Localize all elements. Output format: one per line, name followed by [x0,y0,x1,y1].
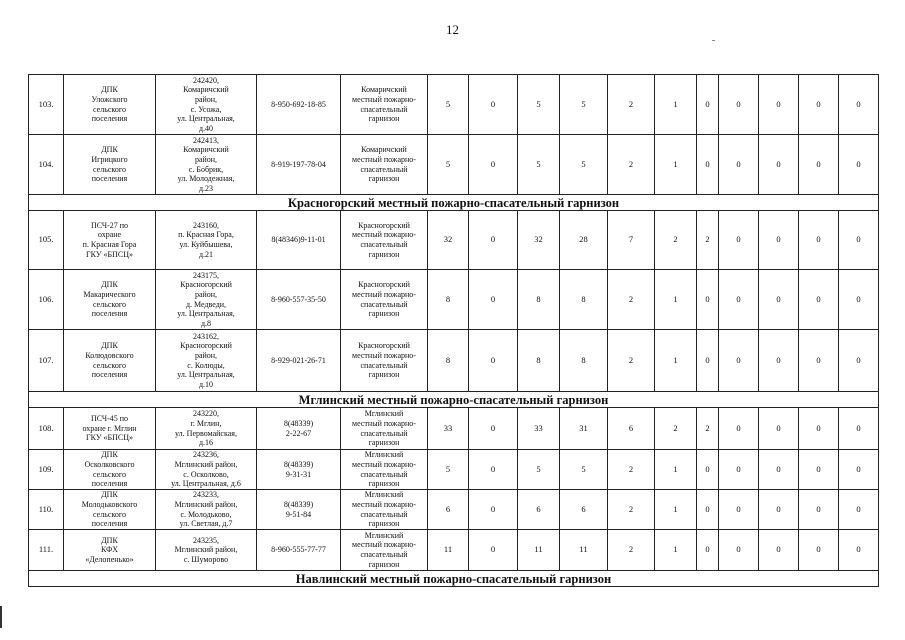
value-cell: 5 [428,450,469,490]
table-row [29,530,879,571]
unit-address [156,330,257,392]
value-cell: 5 [560,75,608,135]
cell-line: с. Шуморово [183,554,229,564]
unit-name [64,450,156,490]
garrison-header: Красногорский местный пожарно-спасательный гарнизон [29,195,879,211]
unit-garrison [341,530,428,571]
cell-line: гарнизон [368,559,400,569]
value-cell: 0 [839,530,879,571]
cell-line: 243233, [193,490,219,500]
value-cell: 8 [428,270,469,330]
unit-address [156,135,257,195]
cell-line: поселения [91,370,128,380]
value-cell: 5 [518,135,560,195]
garrison-header-row [29,392,879,408]
value-cell: 0 [839,135,879,195]
cell-line: п. Красная Гора [82,240,137,249]
cell-line: д.21 [198,249,214,259]
cell-line: Красногорский [358,220,410,230]
cell-line: Красногорский [358,341,410,351]
cell-line: с. Усожа, [190,104,222,114]
cell-line: ДПК [101,535,118,545]
cell-line: сельского [93,299,126,309]
value-cell: 1 [655,270,697,330]
page-number: 12 [446,22,459,37]
cell-line: Мглинский [364,490,404,500]
value-cell: 0 [469,270,518,330]
value-cell: 0 [759,75,799,135]
value-cell: 0 [759,330,799,392]
cell-line: 242420, [193,75,219,85]
unit-garrison [341,270,428,330]
value-cell: 8 [560,270,608,330]
cell-line: район, [194,94,218,104]
value-cell: 11 [428,530,469,571]
value-cell: 8 [518,330,560,392]
cell-line: местный пожарно- [352,94,416,104]
value-cell: 0 [697,75,719,135]
value-cell: 1 [655,530,697,571]
value-cell: 0 [719,490,759,530]
value-cell: 31 [560,408,608,450]
cell-line: ДПК [101,145,118,155]
row-number: 110. [29,490,64,530]
cell-line: Комаричский [183,85,229,95]
cell-line: поселения [91,309,128,319]
cell-line: спасательный [360,164,408,174]
cell-line: с. Осколково, [183,469,229,479]
row-number: 106. [29,270,64,330]
value-cell: 7 [608,211,655,270]
cell-line: 8(48346)9-11-01 [271,235,326,245]
cell-line: гарнизон [368,174,400,184]
scan-edge-mark [0,606,2,628]
unit-garrison [341,490,428,530]
value-cell: 2 [608,75,655,135]
unit-address [156,450,257,490]
cell-line: ДПК [101,490,118,500]
unit-name [64,330,156,392]
unit-name [64,408,156,450]
cell-line: ул. Молодежная, [177,174,235,184]
unit-phone [257,270,341,330]
unit-phone [257,135,341,195]
value-cell: 6 [608,408,655,450]
cell-line: гарнизон [368,438,400,448]
cell-line: 243220, [193,409,219,419]
cell-line: спасательный [360,509,408,519]
value-cell: 32 [518,211,560,270]
value-cell: 0 [799,270,839,330]
value-cell: 0 [697,330,719,392]
cell-line: Мглинский район, [174,545,238,555]
value-cell: 0 [469,408,518,450]
cell-line: поселения [91,174,128,184]
unit-phone [257,211,341,270]
cell-line: ул. Центральная, [177,114,235,124]
unit-phone [257,530,341,571]
cell-line: 9-31-31 [285,469,312,479]
cell-line: 8-960-555-77-77 [271,545,326,555]
value-cell: 1 [655,135,697,195]
cell-line: ДПК [101,450,118,460]
row-number: 105. [29,211,64,270]
value-cell: 0 [469,530,518,571]
value-cell: 0 [469,135,518,195]
cell-line: 8-919-197-78-04 [271,159,326,169]
cell-line: «Делопенько» [85,554,134,564]
unit-garrison [341,75,428,135]
cell-line: 9-51-84 [285,509,312,519]
value-cell: 0 [799,408,839,450]
value-cell: 0 [719,270,759,330]
cell-line: поселения [91,114,128,124]
cell-line: г. Мглин, [190,418,222,428]
value-cell: 0 [759,270,799,330]
row-number: 107. [29,330,64,392]
cell-line: д. Медведи, [185,299,227,309]
value-cell: 0 [697,490,719,530]
cell-line: 8-960-557-35-50 [271,294,326,304]
row-number: 108. [29,408,64,450]
cell-line: 243162, [193,331,219,341]
cell-line: ПСЧ-45 по [90,414,129,424]
unit-name [64,135,156,195]
cell-line: сельского [93,164,126,174]
cell-line: 243236, [193,450,219,460]
table-row [29,135,879,195]
cell-line: ДПК [101,341,118,351]
cell-line: Молодьковского [81,499,138,509]
value-cell: 0 [759,211,799,270]
cell-line: гарнизон [368,370,400,380]
value-cell: 0 [719,530,759,571]
cell-line: спасательный [360,240,408,249]
cell-line: Мглинский [364,409,404,419]
value-cell: 0 [799,211,839,270]
cell-line: поселения [91,479,128,489]
value-cell: 6 [428,490,469,530]
unit-address [156,211,257,270]
value-cell: 0 [719,135,759,195]
garrison-header-row [29,195,879,211]
value-cell: 0 [719,408,759,450]
cell-line: 8(48339) [283,499,314,509]
row-number: 104. [29,135,64,195]
value-cell: 1 [655,450,697,490]
value-cell: 5 [428,75,469,135]
value-cell: 2 [608,330,655,392]
unit-address [156,530,257,571]
cell-line: спасательный [360,360,408,370]
cell-line: д.16 [198,438,214,448]
cell-line: Красногорский [180,341,232,351]
value-cell: 0 [697,135,719,195]
cell-line: с. Молодьково, [180,509,232,519]
cell-line: Осколковского [84,459,135,469]
unit-address [156,75,257,135]
cell-line: Уложского [91,94,128,104]
value-cell: 5 [518,75,560,135]
cell-line: район, [194,154,218,164]
value-cell: 1 [655,330,697,392]
cell-line: охране г. Мглин [82,423,137,433]
table-row [29,330,879,392]
cell-line: ул. Первомайская, [175,428,237,438]
row-number: 103. [29,75,64,135]
cell-line: местный пожарно- [352,459,416,469]
value-cell: 0 [719,75,759,135]
cell-line: ул. Центральная, [177,309,235,319]
value-cell: 0 [839,270,879,330]
value-cell: 0 [469,330,518,392]
cell-line: район, [194,289,218,299]
cell-line: район, [194,350,218,360]
cell-line: Комаричский [361,145,407,155]
value-cell: 6 [560,490,608,530]
value-cell: 2 [608,490,655,530]
value-cell: 2 [608,450,655,490]
cell-line: ул. Центральная, д.6 [171,479,241,489]
unit-name [64,75,156,135]
value-cell: 0 [839,75,879,135]
cell-line: местный пожарно- [352,499,416,509]
cell-line: спасательный [360,469,408,479]
table-row [29,75,879,135]
value-cell: 8 [518,270,560,330]
cell-line: Красногорский [180,280,232,290]
unit-phone [257,490,341,530]
cell-line: КФХ [100,545,119,555]
value-cell: 8 [560,330,608,392]
cell-line: 242413, [193,135,219,145]
unit-name [64,530,156,571]
cell-line: гарнизон [368,519,400,529]
value-cell: 0 [697,450,719,490]
cell-line: сельского [93,509,126,519]
table-body [29,75,879,587]
cell-line: спасательный [360,104,408,114]
cell-line: местный пожарно- [352,289,416,299]
cell-line: д.40 [198,123,214,133]
garrison-header: Мглинский местный пожарно-спасательный гарнизон [29,392,879,408]
unit-name [64,211,156,270]
value-cell: 0 [469,75,518,135]
value-cell: 5 [560,135,608,195]
cell-line: ДПК [101,85,118,95]
value-cell: 0 [759,135,799,195]
value-cell: 1 [655,75,697,135]
unit-phone [257,408,341,450]
value-cell: 0 [839,408,879,450]
value-cell: 0 [697,530,719,571]
row-number: 111. [29,530,64,571]
cell-line: местный пожарно- [352,350,416,360]
value-cell: 8 [428,330,469,392]
table-row [29,408,879,450]
value-cell: 0 [719,330,759,392]
table-row [29,450,879,490]
cell-line: Макарического [83,289,136,299]
unit-name [64,270,156,330]
value-cell: 2 [608,530,655,571]
value-cell: 0 [759,530,799,571]
fire-garrison-table [28,74,879,587]
cell-line: спасательный [360,550,408,559]
cell-line: ГКУ «БПСЦ» [86,433,133,443]
cell-line: Мглинский [364,530,404,540]
value-cell: 0 [697,270,719,330]
value-cell: 6 [518,490,560,530]
cell-line: ул. Куйбышева, [179,240,233,249]
table-row [29,211,879,270]
table-row [29,270,879,330]
cell-line: Мглинский район, [174,499,238,509]
value-cell: 0 [469,450,518,490]
cell-line: поселения [91,519,128,529]
value-cell: 0 [839,211,879,270]
value-cell: 5 [428,135,469,195]
value-cell: 0 [719,211,759,270]
cell-line: с. Колюды, [187,360,225,370]
cell-line: п. Красная Гора, [178,230,234,240]
value-cell: 0 [799,75,839,135]
value-cell: 5 [560,450,608,490]
cell-line: сельского [93,104,126,114]
cell-line: 8(48339) [283,418,314,428]
unit-name [64,490,156,530]
value-cell: 0 [719,450,759,490]
value-cell: 0 [759,450,799,490]
cell-line: гарнизон [368,249,400,259]
unit-garrison [341,408,428,450]
cell-line: сельского [93,360,126,370]
unit-address [156,490,257,530]
cell-line: 243175, [193,270,219,280]
value-cell: 11 [560,530,608,571]
value-cell: 2 [655,408,697,450]
value-cell: 2 [697,211,719,270]
value-cell: 2 [655,211,697,270]
value-cell: 0 [469,490,518,530]
cell-line: Игрицкого [91,154,128,164]
value-cell: 5 [518,450,560,490]
cell-line: гарнизон [368,114,400,124]
unit-address [156,270,257,330]
unit-phone [257,330,341,392]
unit-phone [257,75,341,135]
table-row [29,490,879,530]
scan-mark [712,40,715,41]
unit-garrison [341,211,428,270]
value-cell: 0 [799,490,839,530]
value-cell: 11 [518,530,560,571]
cell-line: ПСЧ-27 по [90,220,129,230]
cell-line: Колюдовского [85,350,134,360]
cell-line: д.23 [198,183,214,193]
cell-line: местный пожарно- [352,154,416,164]
value-cell: 0 [839,490,879,530]
cell-line: д.10 [198,379,214,389]
unit-garrison [341,135,428,195]
cell-line: ул. Светлая, д.7 [179,519,233,529]
cell-line: Красногорский [358,280,410,290]
value-cell: 0 [799,530,839,571]
row-number: 109. [29,450,64,490]
value-cell: 2 [608,270,655,330]
unit-garrison [341,330,428,392]
cell-line: ДПК [101,280,118,290]
garrison-header: Навлинский местный пожарно-спасательный гарнизон [29,571,879,587]
cell-line: 243235, [193,535,219,545]
value-cell: 28 [560,211,608,270]
unit-phone [257,450,341,490]
value-cell: 0 [799,450,839,490]
cell-line: 243160, [193,220,219,230]
value-cell: 0 [799,330,839,392]
unit-garrison [341,450,428,490]
value-cell: 0 [759,490,799,530]
cell-line: гарнизон [368,309,400,319]
cell-line: Мглинский район, [174,459,238,469]
cell-line: сельского [93,469,126,479]
cell-line: с. Бобрик, [188,164,224,174]
unit-address [156,408,257,450]
value-cell: 1 [655,490,697,530]
cell-line: местный пожарно- [352,418,416,428]
cell-line: ГКУ «БПСЦ» [86,249,133,259]
cell-line: охране [97,230,122,240]
value-cell: 0 [839,450,879,490]
cell-line: 2-22-67 [285,428,312,438]
cell-line: спасательный [360,428,408,438]
cell-line: местный пожарно- [352,230,416,240]
cell-line: Мглинский [364,450,404,460]
value-cell: 0 [469,211,518,270]
value-cell: 2 [608,135,655,195]
cell-line: 8(48339) [283,459,314,469]
cell-line: 8-929-021-26-71 [271,355,326,365]
cell-line: д.8 [200,318,212,328]
value-cell: 0 [839,330,879,392]
value-cell: 0 [759,408,799,450]
value-cell: 33 [428,408,469,450]
cell-line: 8-950-692-18-85 [271,99,326,109]
garrison-header-row [29,571,879,587]
cell-line: спасательный [360,299,408,309]
cell-line: местный пожарно- [352,540,416,550]
value-cell: 33 [518,408,560,450]
value-cell: 32 [428,211,469,270]
cell-line: ул. Центральная, [177,370,235,380]
cell-line: Комаричский [183,145,229,155]
value-cell: 0 [799,135,839,195]
value-cell: 2 [697,408,719,450]
cell-line: Комаричский [361,85,407,95]
cell-line: гарнизон [368,479,400,489]
